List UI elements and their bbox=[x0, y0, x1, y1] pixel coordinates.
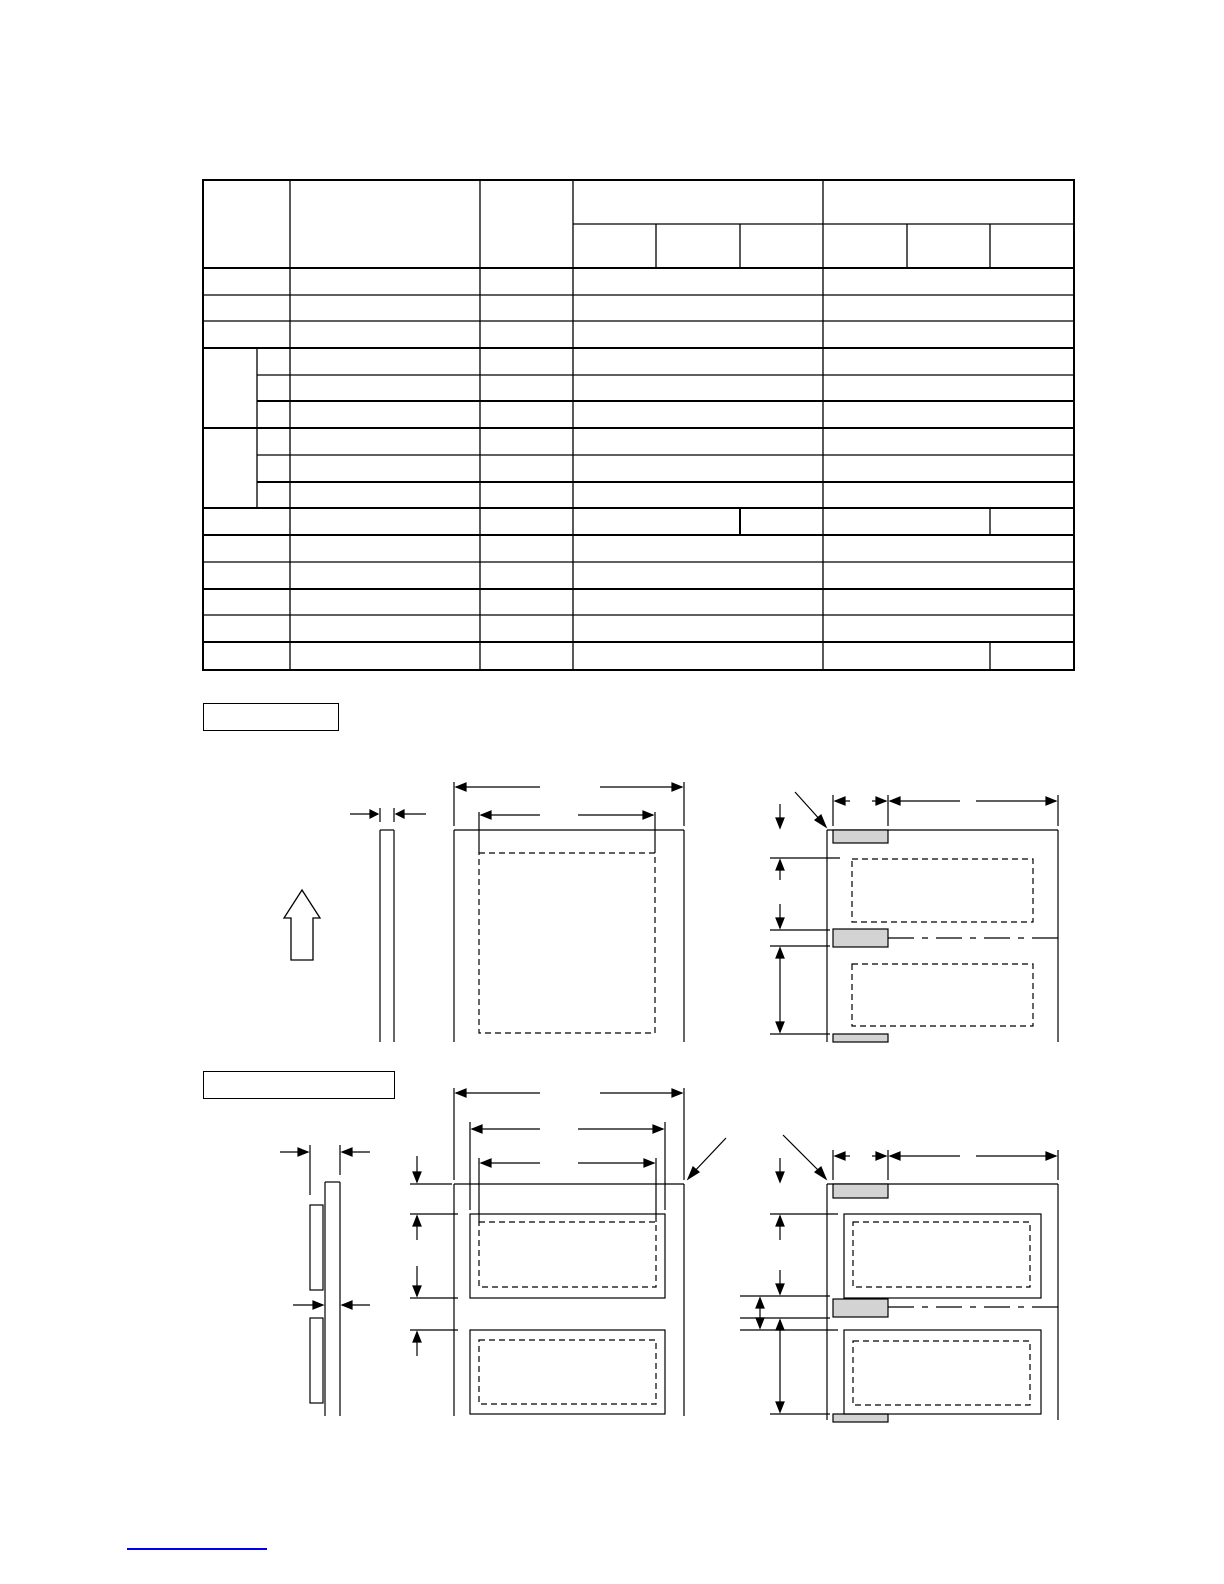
continuous-front-view bbox=[454, 782, 684, 1042]
continuous-paper-label-box bbox=[203, 703, 339, 731]
continuous-back-view bbox=[770, 792, 1058, 1042]
label-paper-label-box bbox=[203, 1071, 395, 1099]
label-front-view bbox=[410, 1088, 726, 1416]
specification-table bbox=[203, 180, 1074, 670]
label-back-view bbox=[740, 1135, 1058, 1422]
footer-link[interactable] bbox=[127, 1548, 267, 1550]
up-arrow-icon bbox=[284, 890, 320, 960]
label-side-view bbox=[280, 1145, 370, 1416]
continuous-side-view bbox=[350, 808, 426, 1042]
